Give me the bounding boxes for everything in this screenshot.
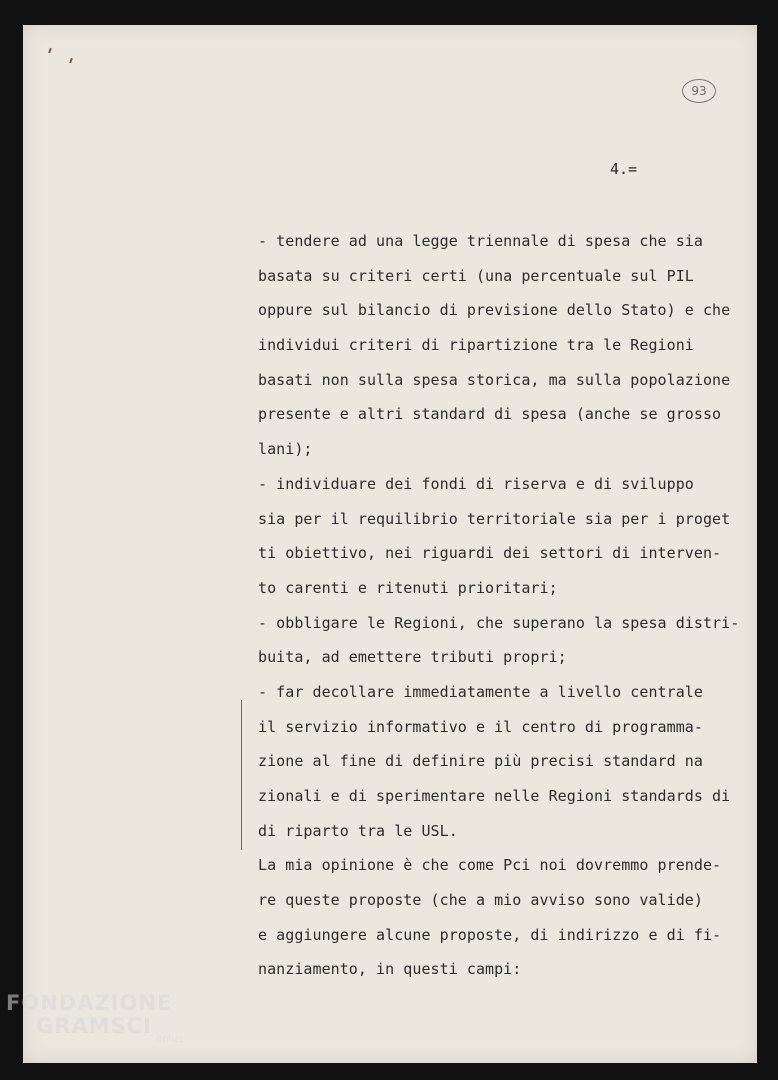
text-line: basata su criteri certi (una percentuale sul PIL bbox=[258, 266, 694, 285]
margin-line bbox=[241, 700, 242, 850]
text-line: presente e altri standard di spesa (anche se grosso bbox=[258, 405, 722, 424]
text-line: buita, ad emettere tributi propri; bbox=[258, 648, 567, 667]
page-number: 4.= bbox=[610, 160, 638, 178]
text-line: zione al fine di definire più precisi standard na bbox=[258, 752, 703, 771]
text-line: - obbligare le Regioni, che superano la spesa distri- bbox=[258, 613, 740, 632]
text-line: re queste proposte (che a mio avviso sono valide) bbox=[258, 891, 703, 910]
text-line: - far decollare immediatamente a livello centrale bbox=[258, 682, 703, 701]
watermark-line-2: GRAMSCI bbox=[36, 1014, 152, 1038]
text-line: lani); bbox=[258, 440, 313, 459]
typed-text-body bbox=[258, 224, 738, 987]
text-line: e aggiungere alcune proposte, di indirizzo e di fi- bbox=[258, 925, 722, 944]
paper-speck bbox=[69, 58, 73, 63]
text-line: ti obiettivo, nei riguardi dei settori di interven- bbox=[258, 544, 722, 563]
text-line: La mia opinione è che come Pci noi dovremmo prende- bbox=[258, 856, 722, 875]
text-line: to carenti e ritenuti prioritari; bbox=[258, 578, 558, 597]
text-line: sia per il requilibrio territoriale sia per i proget bbox=[258, 509, 731, 528]
text-line: - tendere ad una legge triennale di spesa che sia bbox=[258, 232, 703, 250]
fondazione-gramsci-watermark bbox=[6, 993, 183, 1045]
text-line: - individuare dei fondi di riserva e di sviluppo bbox=[258, 474, 694, 493]
text-line: basati non sulla spesa storica, ma sulla popolazione bbox=[258, 370, 731, 389]
watermark-line-1: FONDAZIONE bbox=[6, 991, 173, 1015]
archive-number-stamp: 93 bbox=[682, 79, 716, 103]
text-line: individui criteri di ripartizione tra le Regioni bbox=[258, 336, 694, 355]
text-line: di riparto tra le USL. bbox=[258, 821, 458, 840]
text-line: zionali e di sperimentare nelle Regioni standards di bbox=[258, 787, 731, 805]
text-line: oppure sul bilancio di previsione dello Stato) e che bbox=[258, 301, 731, 320]
text-line: nanziamento, in questi campi: bbox=[258, 960, 522, 979]
paper-speck bbox=[48, 48, 52, 53]
text-line: il servizio informativo e il centro di programma- bbox=[258, 717, 703, 736]
watermark-line-3: onlus bbox=[156, 1034, 183, 1045]
